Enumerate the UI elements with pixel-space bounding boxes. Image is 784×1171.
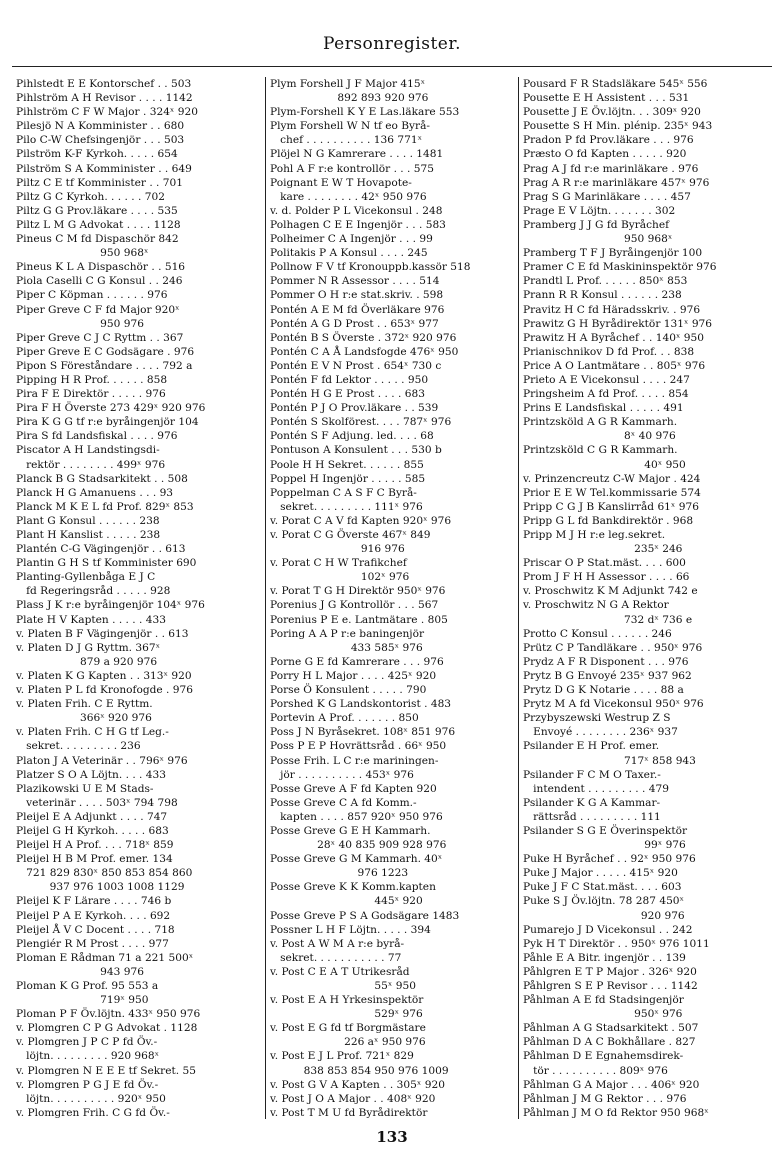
- register-entry: v. Plomgren C P G Advokat . 1128: [16, 1022, 198, 1035]
- register-entry: Pira F H Överste 273 429ˣ 920 976: [16, 402, 206, 415]
- register-entry: Puke J F C Stat.mäst. . . . 603: [523, 881, 682, 894]
- register-entry: Prag A J fd r:e marinläkare . 976: [523, 162, 699, 175]
- register-entry: intendent . . . . . . . . . 479: [523, 782, 669, 795]
- register-entry: Pilström S A Komminister . . 649: [16, 162, 192, 175]
- register-entry: Posse Greve G E H Kammarh.: [270, 824, 431, 837]
- register-entry: jör . . . . . . . . . . 453ˣ 976: [270, 768, 414, 781]
- register-entry: Piltz C E tf Komminister . . 701: [16, 176, 184, 189]
- register-entry: Påhlman D E Egnahemsdirek-: [523, 1050, 684, 1063]
- register-entry: v. Post E A H Yrkesinspektör: [270, 994, 424, 1007]
- register-entry: kapten . . . . 857 920ˣ 950 976: [270, 810, 443, 823]
- register-entry: Prage E V Löjtn. . . . . . . 302: [523, 204, 676, 217]
- register-entry: Prytz M A fd Vicekonsul 950ˣ 976: [523, 698, 704, 711]
- register-entry: Platzer S O A Löjtn. . . . 433: [16, 768, 167, 781]
- register-entry: v. Platen Frih. C E Ryttm.: [16, 698, 153, 711]
- register-entry: sekret. . . . . . . . . 111ˣ 976: [270, 500, 423, 513]
- register-entry: Psilander S G E Överinspektör: [523, 824, 688, 837]
- register-entry: Psilander F C M O Taxer.-: [523, 768, 661, 781]
- register-entry: kare . . . . . . . . 42ˣ 950 976: [270, 190, 427, 203]
- register-entry: Porry H L Major . . . . 425ˣ 920: [270, 669, 437, 682]
- register-entry: Poss P E P Hovrättsråd . 66ˣ 950: [270, 740, 447, 753]
- register-entry: Ploman E Rådman 71 a 221 500ˣ: [16, 951, 194, 964]
- register-entry: Plym Forshell J F Major 415ˣ: [270, 78, 426, 90]
- register-entry: Pihlstedt E E Kontorschef . . 503: [16, 78, 192, 90]
- register-entry: Prytz B G Envoyé 235ˣ 937 962: [523, 669, 692, 682]
- register-entry: 226 aˣ 950 976: [270, 1036, 426, 1049]
- register-entry: Pontén E V N Prost . 654ˣ 730 c: [270, 359, 442, 372]
- register-entry: 916 976: [270, 543, 405, 556]
- register-entry: Pilström K-F Kyrkoh. . . . . 654: [16, 148, 178, 161]
- register-entry: Printzsköld C G R Kammarh.: [523, 444, 678, 457]
- register-entry: v. Prinzencreutz C-W Major . 424: [523, 472, 701, 485]
- register-entry: Pripp G L fd Bankdirektör . 968: [523, 514, 694, 527]
- register-entry: Prann R R Konsul . . . . . . 238: [523, 289, 682, 302]
- register-entry: v. Platen D J G Ryttm. 367ˣ: [16, 641, 161, 654]
- register-entry: Pontén S Skolförest. . . . 787ˣ 976: [270, 416, 452, 429]
- register-entry: Porshed K G Landskontorist . 483: [270, 698, 452, 711]
- register-entry: Poss J N Byråsekret. 108ˣ 851 976: [270, 726, 456, 739]
- register-entry: Pleijel E A Adjunkt . . . . 747: [16, 810, 168, 823]
- register-entry: Planck H G Amanuens . . . 93: [16, 486, 174, 499]
- register-entry: Pontuson A Konsulent . . . 530 b: [270, 444, 442, 457]
- register-entry: tör . . . . . . . . . . 809ˣ 976: [523, 1064, 668, 1077]
- register-entry: Pousard F R Stadsläkare 545ˣ 556: [523, 78, 708, 90]
- register-entry: v. Post C E A T Utrikesråd: [270, 965, 410, 978]
- register-entry: Politakis P A Konsul . . . . 245: [270, 247, 428, 260]
- register-entry: Pontén A E M fd Överläkare 976: [270, 303, 445, 316]
- register-entry: v. Proschwitz K M Adjunkt 742 e: [523, 585, 698, 598]
- register-entry: Påhlgren E T P Major . 326ˣ 920: [523, 965, 697, 978]
- register-entry: Pohl A F r:e kontrollör . . . 575: [270, 162, 434, 175]
- register-entry: Posse Greve A F fd Kapten 920: [270, 782, 437, 795]
- register-entry: Posse Greve C A fd Komm.-: [270, 796, 417, 809]
- register-entry: Pihlström C F W Major . 324ˣ 920: [16, 106, 199, 119]
- register-entry: Planck M K E L fd Prof. 829ˣ 853: [16, 500, 194, 513]
- register-entry: 950 976: [16, 317, 144, 330]
- register-entry: Pontén S F Adjung. led. . . . 68: [270, 430, 434, 443]
- register-entry: Prag S G Marinläkare . . . . 457: [523, 190, 691, 203]
- register-entry: Ploman P F Öv.löjtn. 433ˣ 950 976: [16, 1008, 201, 1021]
- register-entry: Prins E Landsfiskal . . . . . 491: [523, 402, 684, 415]
- register-column-2: [265, 77, 518, 1119]
- register-entry: Pleijel K F Lärare . . . . 746 b: [16, 895, 172, 908]
- register-entry: Pleijel Å V C Docent . . . . 718: [16, 923, 175, 936]
- register-entry: löjtn. . . . . . . . . . 920ˣ 950: [16, 1092, 166, 1105]
- register-entry: v. d. Polder P L Vicekonsul . 248: [270, 204, 443, 217]
- register-entry: Plazikowski U E M Stads-: [16, 782, 154, 795]
- register-entry: Pravitz H C fd Häradsskriv. . 976: [523, 303, 701, 316]
- register-entry: Plate H V Kapten . . . . . 433: [16, 613, 166, 626]
- register-entry: fd Regeringsråd . . . . . 928: [16, 585, 171, 598]
- register-columns: [12, 77, 772, 1119]
- register-entry: Påhlman A G Stadsarkitekt . 507: [523, 1022, 699, 1035]
- register-entry: Posse Greve G M Kammarh. 40ˣ: [270, 853, 443, 866]
- register-entry: Protto C Konsul . . . . . . 246: [523, 627, 672, 640]
- register-entry: v. Post T M U fd Byrådirektör: [270, 1106, 428, 1119]
- register-column-3: [518, 77, 771, 1119]
- register-entry: v. Plomgren P G J E fd Öv.-: [16, 1078, 159, 1091]
- register-entry: Pira F E Direktör . . . . . 976: [16, 388, 166, 401]
- register-entry: sekret. . . . . . . . . . . 77: [270, 951, 402, 964]
- register-entry: Piper C Köpman . . . . . . 976: [16, 289, 168, 302]
- register-entry: v. Porat T G H Direktör 950ˣ 976: [270, 585, 446, 598]
- register-entry: 892 893 920 976: [270, 92, 429, 105]
- register-entry: Poppel H Ingenjör . . . . . 585: [270, 472, 426, 485]
- register-entry: veterinär . . . . 503ˣ 794 798: [16, 796, 178, 809]
- register-entry: Pleijel H B M Prof. emer. 134: [16, 853, 173, 866]
- register-entry: Poignant E W T Hovapote-: [270, 176, 412, 189]
- register-entry: Polheimer C A Ingenjör . . . 99: [270, 233, 433, 246]
- register-entry: Påhlman G A Major . . . 406ˣ 920: [523, 1078, 700, 1091]
- register-entry: 445ˣ 920: [270, 895, 423, 908]
- register-entry: 937 976 1003 1008 1129: [16, 881, 185, 894]
- register-entry: Prydz A F R Disponent . . . 976: [523, 655, 689, 668]
- register-entry: Plant H Kanslist . . . . . 238: [16, 529, 161, 541]
- register-entry: Pousette E H Assistent . . . 531: [523, 92, 690, 105]
- register-entry: Porenius J G Kontrollör . . . 567: [270, 599, 439, 612]
- register-entry: Påhlman J M O fd Rektor 950 968ˣ: [523, 1106, 709, 1119]
- register-entry: rektör . . . . . . . . 499ˣ 976: [16, 458, 166, 471]
- register-entry: Plym Forshell W N tf eo Byrå-: [270, 120, 430, 133]
- register-entry: 838 853 854 950 976 1009: [270, 1064, 449, 1077]
- register-entry: Præsto O fd Kapten . . . . . 920: [523, 148, 687, 161]
- page-number: 133: [376, 1128, 408, 1146]
- register-entry: Price A O Lantmätare . . 805ˣ 976: [523, 359, 706, 372]
- register-entry: Pipping H R Prof. . . . . . 858: [16, 373, 168, 386]
- register-entry: 433 585ˣ 976: [270, 641, 423, 654]
- register-entry: Pilesjö N A Komminister . . 680: [16, 120, 185, 133]
- register-entry: 8ˣ 40 976: [523, 430, 676, 443]
- register-entry: v. Platen K G Kapten . . 313ˣ 920: [16, 669, 192, 682]
- register-entry: v. Plomgren Frih. C G fd Öv.-: [16, 1106, 170, 1119]
- register-entry: Pringsheim A fd Prof. . . . . 854: [523, 388, 689, 401]
- register-entry: Pousette S H Min. plénip. 235ˣ 943: [523, 120, 713, 133]
- register-entry: 950 968ˣ: [523, 233, 673, 246]
- register-entry: Psilander E H Prof. emer.: [523, 740, 660, 753]
- register-entry: Possner L H F Löjtn. . . . . 394: [270, 923, 431, 936]
- register-entry: Pontén C A Å Landsfogde 476ˣ 950: [270, 345, 459, 358]
- register-entry: Pommer N R Assessor . . . . 514: [270, 275, 440, 288]
- register-entry: Envoyé . . . . . . . . 236ˣ 937: [523, 726, 678, 739]
- register-entry: Planting-Gyllenbåga E J C: [16, 571, 156, 584]
- register-entry: Plantin G H S tf Komminister 690: [16, 557, 197, 570]
- register-entry: Pyk H T Direktör . . 950ˣ 976 1011: [523, 937, 710, 950]
- register-entry: Piltz G C Kyrkoh. . . . . . 702: [16, 190, 165, 203]
- register-entry: v. Plomgren N E E E tf Sekret. 55: [16, 1064, 196, 1077]
- register-entry: Psilander K G A Kammar-: [523, 796, 661, 809]
- register-entry: Priscar O P Stat.mäst. . . . 600: [523, 557, 686, 570]
- register-entry: Polhagen C E E Ingenjör . . . 583: [270, 218, 446, 231]
- register-entry: Påhlman A E fd Stadsingenjör: [523, 994, 684, 1007]
- register-entry: Plöjel N G Kamrerare . . . . 1481: [270, 148, 444, 161]
- register-entry: v. Proschwitz N G A Rektor: [523, 599, 669, 612]
- register-entry: v. Post A W M A r:e byrå-: [270, 937, 405, 950]
- register-entry: Prawitz H A Byråchef . . 140ˣ 950: [523, 331, 705, 344]
- register-entry: Posse Greve P S A Godsägare 1483: [270, 909, 460, 922]
- register-entry: Påhlman J M G Rektor . . . 976: [523, 1092, 687, 1105]
- register-entry: Puke J Major . . . . . 415ˣ 920: [523, 867, 678, 880]
- register-entry: 719ˣ 950: [16, 994, 149, 1007]
- register-entry: löjtn. . . . . . . . . 920 968ˣ: [16, 1050, 160, 1063]
- register-entry: Plass J K r:e byråingenjör 104ˣ 976: [16, 599, 205, 612]
- register-entry: v. Post J O A Major . . 408ˣ 920: [270, 1092, 436, 1105]
- register-entry: Porenius P E e. Lantmätare . 805: [270, 613, 448, 626]
- register-entry: v. Porat C H W Trafikchef: [270, 557, 407, 570]
- header-rule: [12, 66, 772, 67]
- register-entry: v. Platen P L fd Kronofogde . 976: [16, 684, 193, 697]
- register-entry: Pripp C G J B Kanslirråd 61ˣ 976: [523, 500, 699, 513]
- register-entry: Pripp M J H r:e leg.sekret.: [523, 529, 666, 541]
- register-entry: Pontén B S Överste . 372ˣ 920 976: [270, 331, 457, 344]
- register-entry: Plant G Konsul . . . . . . 238: [16, 514, 160, 527]
- register-entry: Planck B G Stadsarkitekt . . 508: [16, 472, 188, 485]
- register-entry: 943 976: [16, 965, 144, 978]
- register-entry: Platon J A Veterinär . . 796ˣ 976: [16, 754, 188, 767]
- register-entry: Piltz G G Prov.läkare . . . . 535: [16, 204, 178, 217]
- register-entry: Pira S fd Landsfiskal . . . . 976: [16, 430, 178, 443]
- register-entry: Prütz C P Tandläkare . . 950ˣ 976: [523, 641, 703, 654]
- register-entry: v. Post G V A Kapten . . 305ˣ 920: [270, 1078, 445, 1091]
- register-entry: Prawitz G H Byrådirektör 131ˣ 976: [523, 317, 713, 330]
- register-entry: 102ˣ 976: [270, 571, 410, 584]
- register-entry: v. Platen B F Vägingenjör . . 613: [16, 627, 189, 640]
- register-entry: Pumarejo J D Vicekonsul . . 242: [523, 923, 693, 936]
- register-entry: Poole H H Sekret. . . . . . 855: [270, 458, 424, 471]
- register-entry: Pleijel G H Kyrkoh. . . . . 683: [16, 824, 169, 837]
- register-entry: Prom J F H H Assessor . . . . 66: [523, 571, 690, 584]
- register-entry: v. Porat C G Överste 467ˣ 849: [270, 529, 431, 541]
- register-entry: Piper Greve C F fd Major 920ˣ: [16, 303, 180, 316]
- register-entry: Pira K G G tf r:e byråingenjör 104: [16, 416, 199, 429]
- register-entry: Plym-Forshell K Y E Las.läkare 553: [270, 106, 460, 119]
- register-entry: 950ˣ 976: [523, 1008, 683, 1021]
- register-entry: Prieto A E Vicekonsul . . . . 247: [523, 373, 690, 386]
- register-entry: Pilo C-W Chefsingenjör . . . 503: [16, 134, 185, 147]
- register-entry: Portevin A Prof. . . . . . . 850: [270, 712, 419, 725]
- register-entry: Piltz L M G Advokat . . . . 1128: [16, 218, 181, 231]
- register-entry: Piper Greve E C Godsägare . 976: [16, 345, 195, 358]
- register-entry: 55ˣ 950: [270, 980, 416, 992]
- register-entry: Posse Greve K K Komm.kapten: [270, 881, 436, 894]
- register-entry: v. Plomgren J P C P fd Öv.-: [16, 1036, 158, 1049]
- register-entry: Pommer O H r:e stat.skriv. . 598: [270, 289, 444, 302]
- register-entry: Pontén P J O Prov.läkare . . 539: [270, 402, 439, 415]
- register-entry: 732 dˣ 736 e: [523, 613, 693, 626]
- register-entry: v. Post E G fd tf Borgmästare: [270, 1022, 426, 1035]
- register-entry: 976 1223: [270, 867, 409, 880]
- register-entry: Pihlström A H Revisor . . . . 1142: [16, 92, 193, 105]
- register-entry: Pramberg J J G fd Byråchef: [523, 218, 670, 231]
- register-entry: Pramberg T F J Byråingenjör 100: [523, 247, 703, 260]
- register-entry: Puke S J Öv.löjtn. 78 287 450ˣ: [523, 895, 685, 908]
- register-entry: Prag A R r:e marinläkare 457ˣ 976: [523, 176, 710, 189]
- register-entry: Prior E E W Tel.kommissarie 574: [523, 486, 701, 499]
- register-entry: v. Platen Frih. C H G tf Leg.-: [16, 726, 169, 739]
- register-entry: Printzsköld A G R Kammarh.: [523, 416, 678, 429]
- register-entry: Pineus K L A Dispaschör . . 516: [16, 261, 186, 274]
- register-entry: rättsråd . . . . . . . . . 111: [523, 810, 661, 823]
- register-entry: Puke H Byråchef . . 92ˣ 950 976: [523, 853, 696, 866]
- register-entry: Påhlman D A C Bokhållare . 827: [523, 1036, 696, 1049]
- register-entry: Porse Ö Konsulent . . . . . 790: [270, 684, 427, 697]
- register-entry: Pontén F fd Lektor . . . . . 950: [270, 373, 429, 386]
- register-entry: Prandtl L Prof. . . . . . 850ˣ 853: [523, 275, 688, 288]
- register-entry: Piper Greve C J C Ryttm . . 367: [16, 331, 184, 344]
- register-entry: Påhle E A Bitr. ingenjör . . 139: [523, 951, 686, 964]
- register-entry: 920 976: [523, 909, 685, 922]
- register-entry: Plantén C-G Vägingenjör . . 613: [16, 543, 186, 556]
- register-entry: Pollnow F V tf Kronouppb.kassör 518: [270, 261, 471, 274]
- register-entry: v. Post E J L Prof. 721ˣ 829: [270, 1050, 414, 1063]
- register-entry: 717ˣ 858 943: [523, 754, 696, 767]
- register-entry: 99ˣ 976: [523, 839, 686, 852]
- register-entry: 235ˣ 246: [523, 543, 683, 556]
- register-entry: Pradon P fd Prov.läkare . . . 976: [523, 134, 694, 147]
- register-entry: 40ˣ 950: [523, 458, 686, 471]
- register-entry: Prytz D G K Notarie . . . . 88 a: [523, 684, 684, 697]
- register-entry: Pineus C M fd Dispaschör 842: [16, 233, 179, 246]
- register-entry: chef . . . . . . . . . . 136 771ˣ: [270, 134, 423, 147]
- register-entry: Påhlgren S E P Revisor . . . 1142: [523, 980, 698, 992]
- register-entry: Poppelman C A S F C Byrå-: [270, 486, 417, 499]
- register-entry: Przybyszewski Westrup Z S: [523, 712, 671, 725]
- register-entry: Prianischnikov D fd Prof. . . 838: [523, 345, 695, 358]
- register-entry: 721 829 830ˣ 850 853 854 860: [16, 867, 193, 880]
- register-entry: Pleijel P A E Kyrkoh. . . . 692: [16, 909, 171, 922]
- page-title: Personregister.: [322, 34, 462, 54]
- register-entry: Piscator A H Landstingsdi-: [16, 444, 160, 457]
- register-entry: Pipon S Föreståndare . . . . 792 a: [16, 359, 193, 372]
- register-entry: sekret. . . . . . . . . 236: [16, 740, 141, 753]
- register-entry: 529ˣ 976: [270, 1008, 423, 1021]
- register-entry: Pousette J E Öv.löjtn. . . 309ˣ 920: [523, 106, 701, 119]
- register-entry: 950 968ˣ: [16, 247, 149, 260]
- register-entry: Piola Caselli C G Konsul . . 246: [16, 275, 183, 288]
- register-entry: Pleijel H A Prof. . . . 718ˣ 859: [16, 839, 174, 852]
- register-entry: 28ˣ 40 835 909 928 976: [270, 839, 447, 852]
- register-entry: 879 a 920 976: [16, 655, 158, 668]
- register-entry: v. Porat C A V fd Kapten 920ˣ 976: [270, 514, 452, 527]
- register-entry: Pontén H G E Prost . . . . 683: [270, 388, 425, 401]
- register-entry: Pramer C E fd Maskininspektör 976: [523, 261, 717, 274]
- register-entry: Posse Frih. L C r:e mariningen-: [270, 754, 439, 767]
- register-column-1: [12, 77, 265, 1119]
- register-entry: Porne G E fd Kamrerare . . . 976: [270, 655, 444, 668]
- register-entry: 366ˣ 920 976: [16, 712, 152, 725]
- register-entry: Ploman K G Prof. 95 553 a: [16, 980, 159, 992]
- register-entry: Pontén A G D Prost . . 653ˣ 977: [270, 317, 439, 330]
- register-entry: Poring A A P r:e baningenjör: [270, 627, 425, 640]
- register-entry: Plengiér R M Prost . . . . 977: [16, 937, 169, 950]
